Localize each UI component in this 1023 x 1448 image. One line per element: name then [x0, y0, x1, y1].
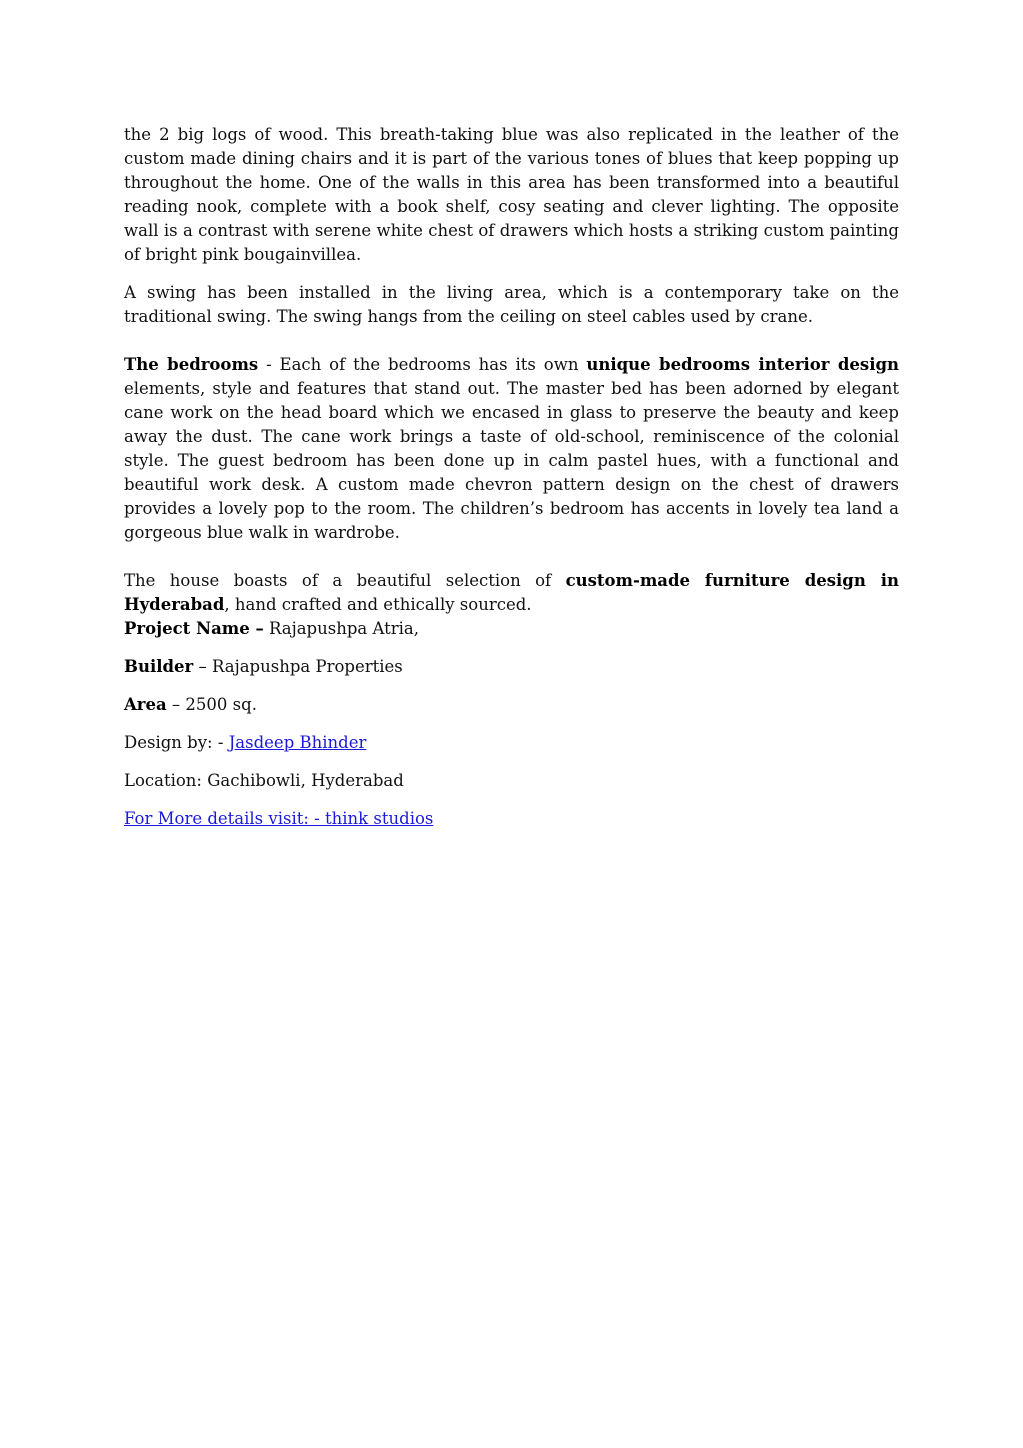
- furniture-end-text: , hand crafted and ethically sourced.: [224, 595, 532, 614]
- furniture-bold-phrase: custom-made furniture design in Hyderabad: [124, 571, 899, 614]
- bedrooms-body-text: elements, style and features that stand out. The master bed has been adorned by elegant cane work on the head board which we encased in glass to preserve the beauty and keep away the dust. The cane work brings a taste of old-school, reminiscence of the colonial style. The guest bedroom has been done up in calm pastel hues, with a functional and beautiful work desk. A custom made chevron pattern design on the chest of drawers provides a lovely pop to the room. The children’s bedroom has accents in lovely tea land a gorgeous blue walk in wardrobe.: [124, 379, 899, 542]
- more-details-link[interactable]: For More details visit: - think studios: [124, 809, 434, 828]
- paragraph-furniture: [124, 569, 899, 617]
- furniture-intro-text: The house boasts of a beautiful selection of: [124, 571, 566, 590]
- paragraph-swing: A swing has been installed in the living area, which is a contemporary take on the traditional swing. The swing hangs from the ceiling on steel cables used by crane.: [124, 283, 899, 326]
- project-name-line: [124, 617, 899, 641]
- bedrooms-separator: - Each of the bedrooms has its own: [258, 355, 587, 374]
- more-details-line: [124, 807, 899, 831]
- designer-link[interactable]: Jasdeep Bhinder: [228, 733, 367, 752]
- document-page: [124, 123, 899, 831]
- area-value: – 2500 sq.: [166, 695, 257, 714]
- builder-line: [124, 655, 899, 679]
- bedrooms-heading: The bedrooms: [124, 355, 259, 374]
- project-name-value: Rajapushpa Atria,: [263, 619, 419, 638]
- paragraph-bedrooms: [124, 353, 899, 545]
- bedrooms-bold-phrase: unique bedrooms interior design: [586, 355, 899, 374]
- location-line: Location: Gachibowli, Hyderabad: [124, 771, 404, 790]
- project-name-label: Project Name –: [124, 619, 264, 638]
- area-label: Area: [124, 695, 167, 714]
- paragraph-living-area: the 2 big logs of wood. This breath-taking blue was also replicated in the leather of the custom made dining chairs and it is part of the various tones of blues that keep popping up throughout the home. One of the walls in this area has been transformed into a beautiful reading nook, complete with a book shelf, cosy seating and clever lighting. The opposite wall is a contrast with serene white chest of drawers which hosts a striking custom painting of bright pink bougainvillea.: [124, 125, 899, 264]
- builder-value: – Rajapushpa Properties: [193, 657, 403, 676]
- builder-label: Builder: [124, 657, 194, 676]
- area-line: [124, 693, 899, 717]
- design-by-label: Design by: -: [124, 733, 229, 752]
- design-by-line: [124, 731, 899, 755]
